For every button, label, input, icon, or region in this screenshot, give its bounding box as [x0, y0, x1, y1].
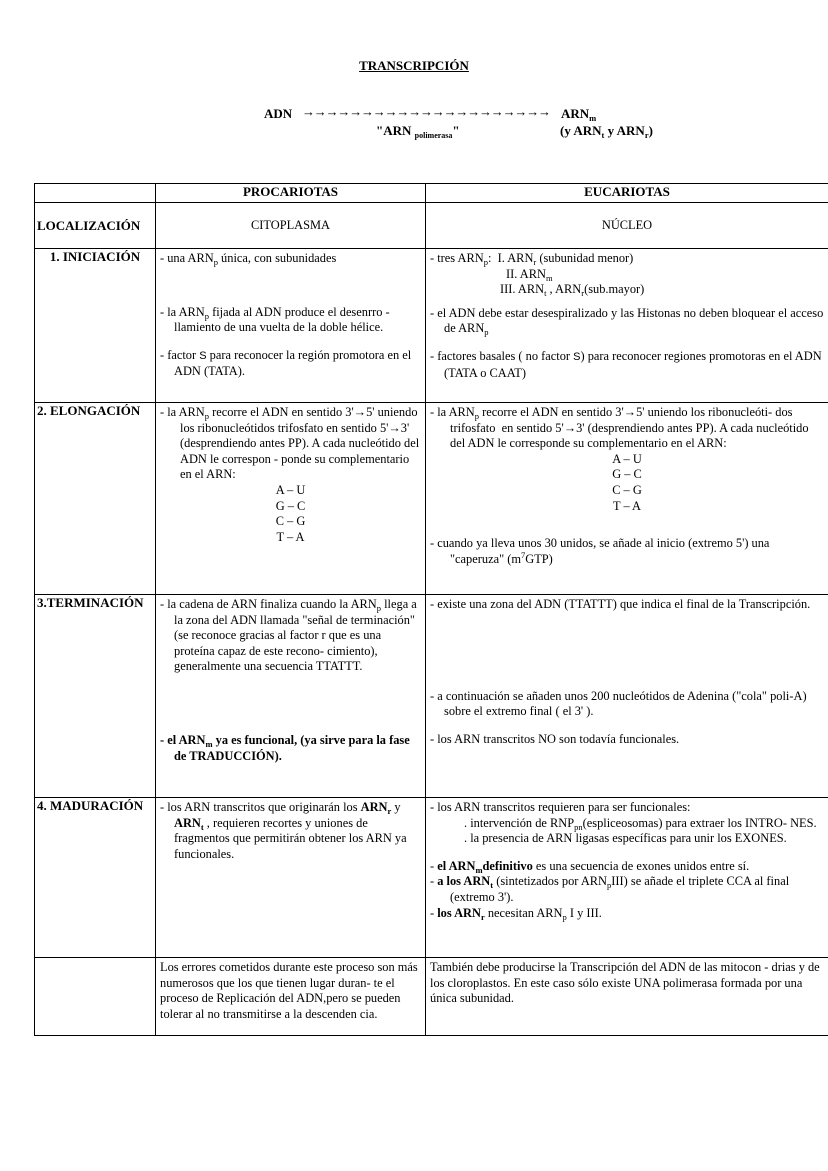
pair-4: T – A: [613, 498, 641, 513]
scheme-enzyme: "ARN $_{polimerasa}$": [376, 123, 460, 140]
label-iniciacion: 1. INICIACIÓN: [35, 249, 156, 403]
nota-eucariotas: También debe producirse la Transcripción del ADN de las mitocon - drias y de los cloroplastos. En este caso sólo existe UNA polimerasa formada por una única subunidad.: [426, 958, 828, 1036]
nota-procariotas: Los errores cometidos durante este proceso son más numerosos que los que tienen lugar duran- te el proceso de Replicación del ADN,pero se pueden tolerar al no transmitirse a la descenden cia.: [156, 958, 426, 1036]
ter-eucariotas: - existe una zona del ADN (TTATTT) que indica el final de la Transcripción. - a continuación se añaden unos 200 nucleótidos de Adenina ("cola" poli-A) sobre el extremo final ( el 3' ). - los ARN transcritos NO son todavía funcionales.: [426, 595, 828, 798]
scheme-to: $ARN_m$: [561, 106, 597, 123]
row-iniciacion: [35, 249, 828, 403]
pair-3: C – G: [275, 514, 306, 529]
scheme-also: (y $ARN_t$ y $ARN_r$): [560, 123, 653, 140]
label-maduracion: 4. MADURACIÓN: [35, 798, 156, 958]
label-elongacion: 2. ELONGACIÓN: [35, 403, 156, 595]
loc-eucariotas: NÚCLEO: [426, 203, 828, 249]
row-localizacion: [35, 203, 828, 249]
loc-procariotas: CITOPLASMA: [156, 203, 426, 249]
col-procariotas: PROCARIOTAS: [156, 184, 426, 203]
header-row: [35, 184, 828, 203]
pair-3: C – G: [612, 482, 642, 497]
ini-eucariotas: - tres $ARN_p$: I. $ARN_r$ (subunidad menor) II. $ARN_m$ III. $ARN_t$ , $ARN_r(sub.mayor)$ - el ADN debe estar desespiralizado y las Histonas no deben bloquear el acceso de $ARN_p$ - factores basales ( no factor S) para reconocer regiones promotoras en el ADN (TATA o CAAT): [426, 249, 828, 403]
scheme-from: ADN: [264, 106, 293, 121]
label-terminacion: 3.TERMINACIÓN: [35, 595, 156, 798]
mad-procariotas: - los ARN transcritos que originarán los $ARN_r$ y $ARN_t$ , requieren recortes y uniones de fragmentos que permitirán obtener los ARN ya funcionales.: [156, 798, 426, 958]
pair-2: G – C: [275, 498, 306, 513]
col-eucariotas: EUCARIOTAS: [426, 184, 828, 203]
row-elongacion: [35, 403, 828, 595]
ter-procariotas: - la cadena de ARN finaliza cuando la $ARN_p$ llega a la zona del ADN llamada "señal de terminación" (se reconoce gracias al factor r que es una proteína capaz de este recono- cimiento), generalmente una secuencia TTATTT. - el $ARN_m$ ya es funcional, (ya sirve para la fase de TRADUCCIÓN).: [156, 595, 426, 798]
comparison-table: [34, 183, 828, 1036]
empty-label: [35, 958, 156, 1036]
pair-1: A – U: [612, 451, 642, 466]
pair-2: G – C: [612, 467, 642, 482]
row-maduracion: [35, 798, 828, 958]
row-terminacion: [35, 595, 828, 798]
elo-procariotas: - la $ARN_p$ recorre el ADN en sentido 3'→5' uniendo los ribonucleótidos trifosfato en sentido 5'→3' (desprendiendo antes PP). A cada nucleótido del ADN le correspon - ponde su complementario en el ARN: A – U G – C C – G T – A: [156, 403, 426, 595]
mad-eucariotas: - los ARN transcritos requieren para ser funcionales: . intervención de $RNP_{pn}(espliceosomas)$ para extraer los INTRO- NES. . la presencia de ARN ligasas específicas para unir los EXONES. - el $ARN_mdefinitivo$ es una secuencia de exones unidos entre sí. - a los $ARN_t$ (sintetizados por $ARN_pIII$) se añade el triplete CCA al final (extremo 3'). - los $ARN_r$ necesitan $ARN_p$ I y III.: [426, 798, 828, 958]
label-localizacion: LOCALIZACIÓN: [35, 203, 156, 249]
scheme-arrows: →→→→→→→→→→→→→→→→→→→→→: [302, 104, 550, 119]
empty-header: [35, 184, 156, 203]
page-title: TRANSCRIPCIÓN: [359, 58, 469, 73]
elo-eucariotas: - la $ARN_p$ recorre el ADN en sentido 3'→5' uniendo los ribonucleóti- dos trifosfato en sentido 5'→3' (desprendiendo antes PP). A cada nucleótido del ADN le corresponde su complementario en el ARN: A – U G – C C – G T – A - cuando ya lleva unos 30 unidos, se añade al inicio (extremo 5') una "caperuza" $(m^7GTP)$: [426, 403, 828, 595]
ini-procariotas: - una $ARN_p$ única, con subunidades - la $ARN_p$ fijada al ADN produce el desenrro - llamiento de una vuelta de la doble hélice. - factor S para reconocer la región promotora en el ADN (TATA).: [156, 249, 426, 403]
pair-1: A – U: [275, 482, 306, 497]
row-notas: [35, 958, 828, 1036]
pair-4: T – A: [276, 529, 305, 544]
